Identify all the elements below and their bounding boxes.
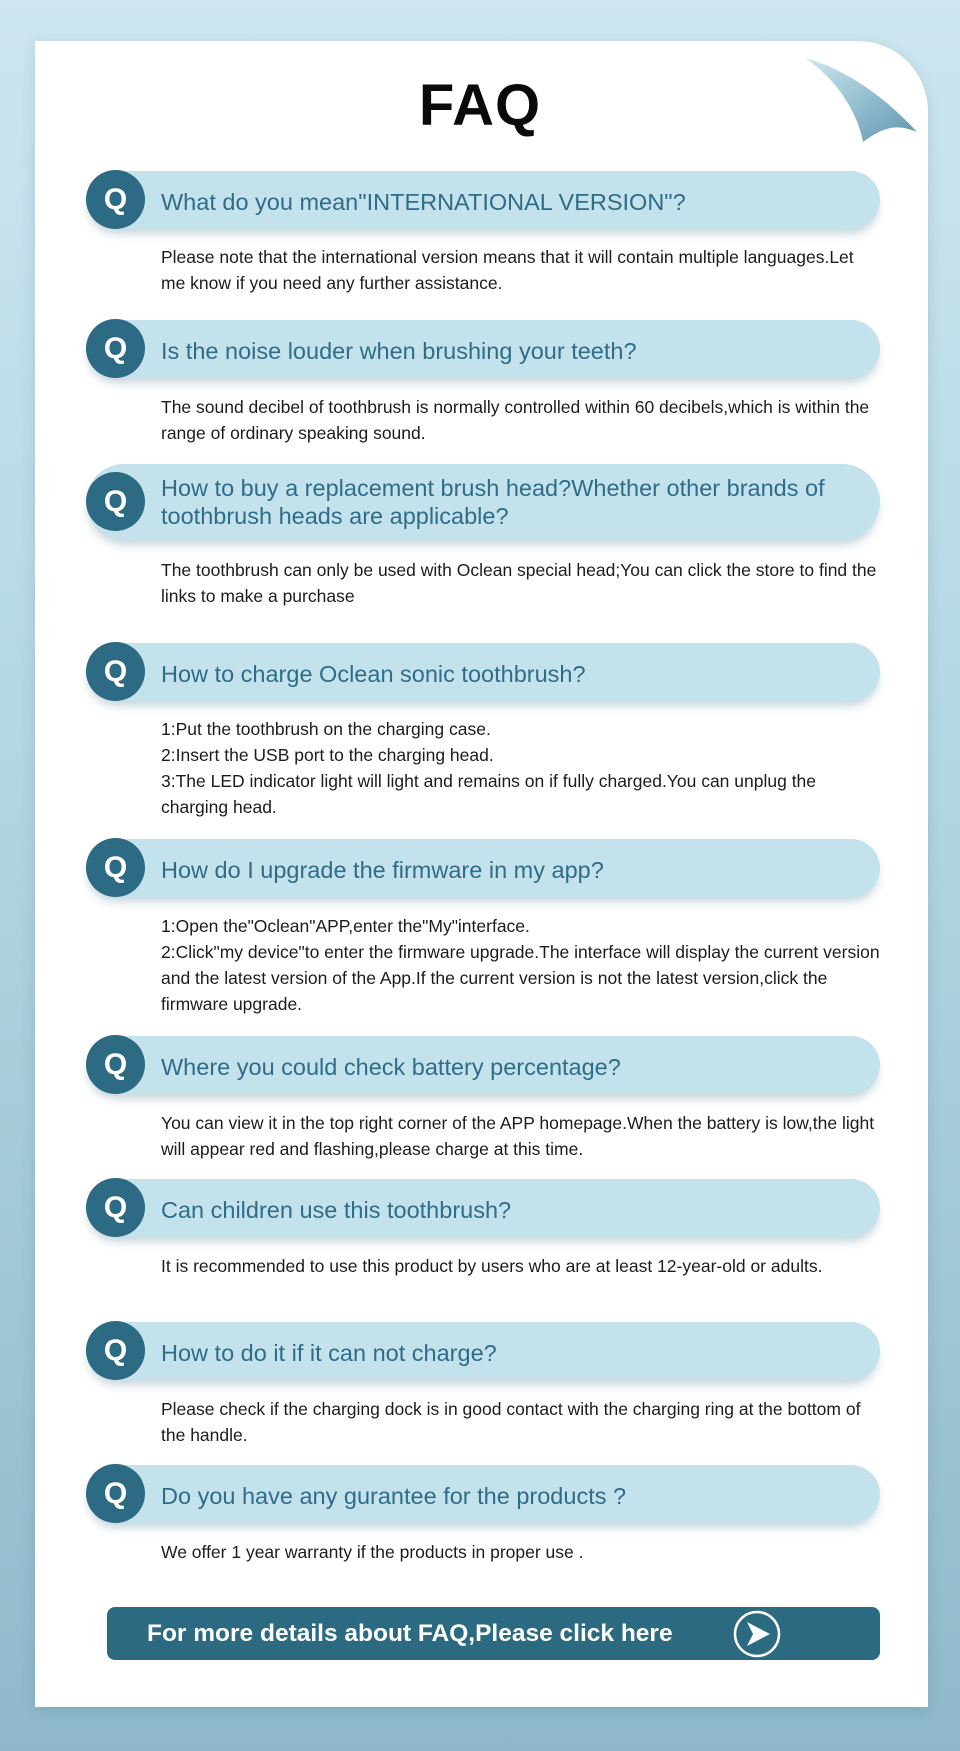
answer-line: The sound decibel of toothbrush is normally controlled within 60 decibels,which is within the range of ordinary speaking sound.	[161, 397, 870, 443]
answer-text	[161, 557, 881, 609]
answer-text	[161, 716, 881, 820]
answer-line: 2:Insert the USB port to the charging head.	[161, 745, 494, 765]
more-faq-button[interactable]	[107, 1607, 880, 1660]
question-badge: Q	[86, 1321, 145, 1380]
question-text: Is the noise louder when brushing your teeth?	[161, 338, 637, 364]
answer-line: It is recommended to use this product by users who are at least 12-year-old or adults.	[161, 1256, 823, 1276]
question-text: Can children use this toothbrush?	[161, 1197, 512, 1223]
question-badge: Q	[86, 838, 145, 897]
answer-line: 1:Put the toothbrush on the charging case.	[161, 719, 491, 739]
question-text: How to buy a replacement brush head?Whether other brands of toothbrush heads are applicable?	[161, 475, 825, 529]
answer-line: 2:Click"my device"to enter the firmware upgrade.The interface will display the current version and the latest version of the App.If the current version is not the latest version,click the firmware upgrade.	[161, 942, 880, 1014]
question-badge: Q	[86, 319, 145, 378]
question-badge: Q	[86, 1178, 145, 1237]
answer-line: You can view it in the top right corner of the APP homepage.When the battery is low,the light will appear red and flashing,please charge at this time.	[161, 1113, 875, 1159]
answer-line: Please note that the international version means that it will contain multiple languages.Let me know if you need any further assistance.	[161, 247, 854, 293]
question-badge: Q	[86, 472, 145, 531]
answer-line: 3:The LED indicator light will light and remains on if fully charged.You can unplug the charging head.	[161, 771, 817, 817]
answer-text	[161, 244, 881, 296]
question-text: How do I upgrade the firmware in my app?	[161, 857, 604, 883]
question-text: Do you have any gurantee for the products ?	[161, 1483, 627, 1509]
page-title: FAQ	[418, 73, 542, 138]
answer-text	[161, 1396, 881, 1448]
answer-line: 1:Open the"Oclean"APP,enter the"My"interface.	[161, 916, 530, 936]
answer-text	[161, 1110, 881, 1162]
more-faq-label: For more details about FAQ,Please click here	[147, 1620, 673, 1647]
answer-text	[161, 1539, 881, 1565]
answer-text	[161, 1253, 881, 1279]
question-badge: Q	[86, 1035, 145, 1094]
answer-line: The toothbrush can only be used with Oclean special head;You can click the store to find the links to make a purchase	[161, 560, 877, 606]
answer-line: Please check if the charging dock is in good contact with the charging ring at the bottom of the handle.	[161, 1399, 861, 1445]
answer-text	[161, 913, 881, 1017]
arrow-right-circle-icon	[732, 1609, 782, 1659]
question-text: How to charge Oclean sonic toothbrush?	[161, 661, 586, 687]
question-text: How to do it if it can not charge?	[161, 1340, 497, 1366]
question-badge: Q	[86, 170, 145, 229]
answer-line: We offer 1 year warranty if the products in proper use .	[161, 1542, 584, 1562]
question-badge: Q	[86, 642, 145, 701]
question-badge: Q	[86, 1464, 145, 1523]
question-text: Where you could check battery percentage?	[161, 1054, 621, 1080]
answer-text	[161, 394, 881, 446]
question-text: What do you mean"INTERNATIONAL VERSION"?	[161, 189, 686, 215]
